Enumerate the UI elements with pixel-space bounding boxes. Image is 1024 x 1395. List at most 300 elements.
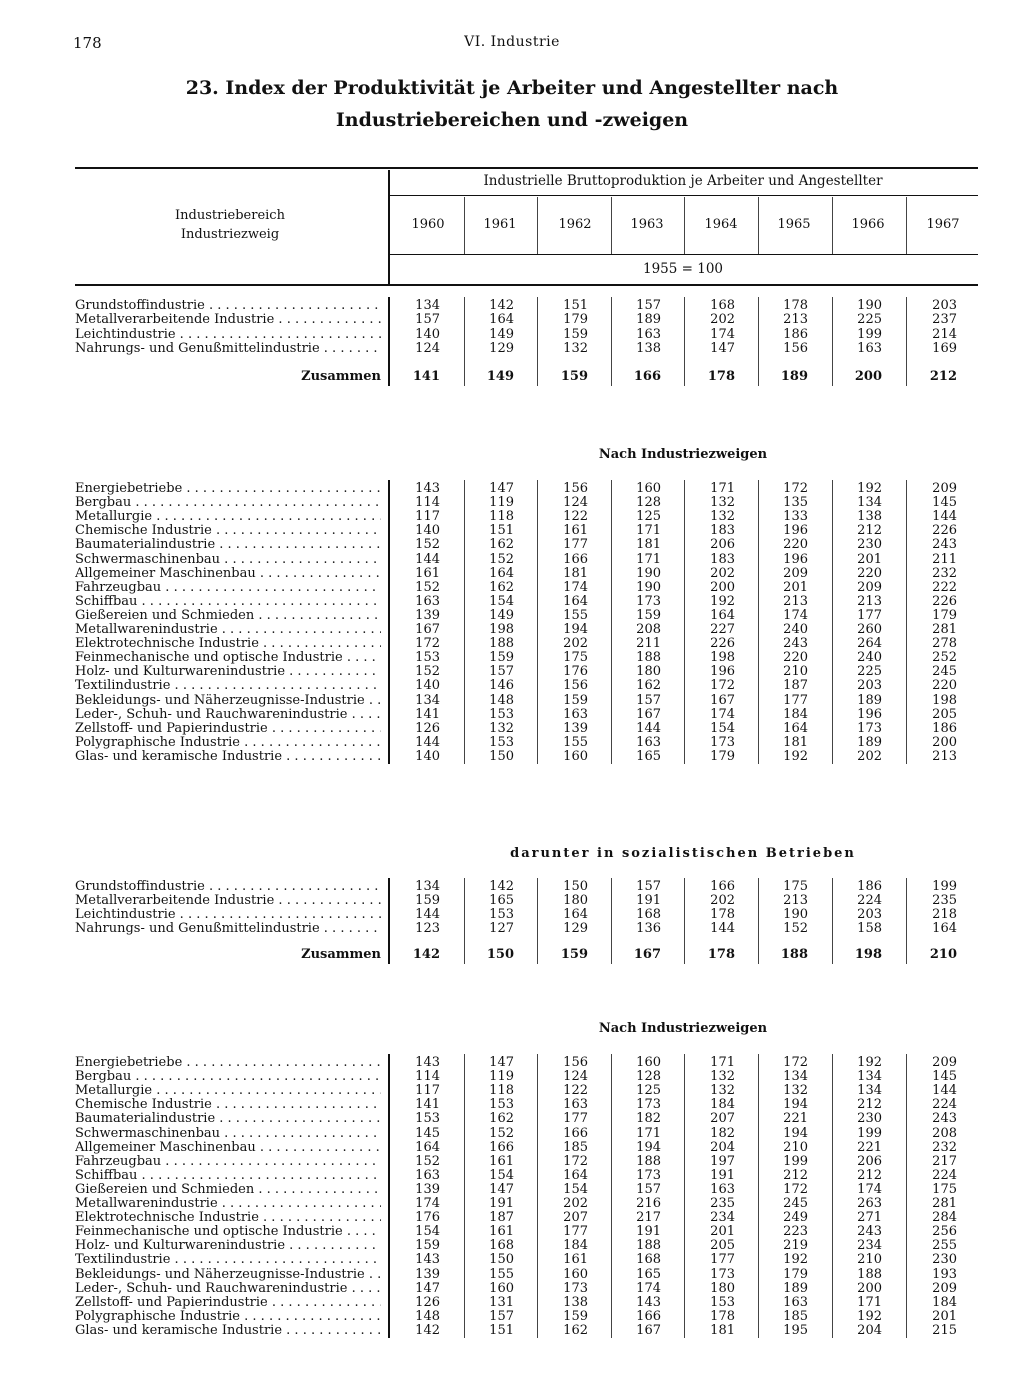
index-value: 138 bbox=[636, 340, 661, 356]
index-value: 163 bbox=[783, 1294, 808, 1310]
index-value: 171 bbox=[636, 1125, 661, 1141]
stub-rule bbox=[388, 1054, 390, 1338]
index-value: 205 bbox=[710, 1238, 735, 1254]
index-value: 167 bbox=[710, 692, 735, 708]
index-value: 144 bbox=[415, 551, 440, 567]
index-value: 139 bbox=[415, 607, 440, 623]
index-value: 213 bbox=[857, 593, 882, 609]
table-row bbox=[0, 894, 1024, 908]
row-label: Polygraphische Industrie . . . bbox=[75, 736, 381, 750]
row-label: Allgemeiner Maschinenbau . . . bbox=[75, 567, 381, 581]
index-value: 152 bbox=[489, 551, 514, 567]
index-value: 161 bbox=[415, 565, 440, 581]
table-row bbox=[0, 1155, 1024, 1169]
index-value: 148 bbox=[489, 692, 514, 708]
index-value: 134 bbox=[857, 495, 882, 511]
index-value: 209 bbox=[857, 579, 882, 595]
total-value: 149 bbox=[486, 369, 514, 384]
index-value: 145 bbox=[932, 495, 957, 511]
index-value: 175 bbox=[563, 650, 588, 666]
row-label: Glas- und keramische Industrie . . . bbox=[75, 1324, 381, 1338]
index-value: 171 bbox=[636, 523, 661, 539]
index-value: 163 bbox=[415, 1167, 440, 1183]
index-value: 163 bbox=[563, 1097, 588, 1113]
index-value: 209 bbox=[932, 481, 957, 496]
index-value: 144 bbox=[932, 509, 957, 525]
table-row bbox=[0, 1211, 1024, 1225]
index-value: 190 bbox=[636, 579, 661, 595]
row-label: Gießereien und Schmieden . . . bbox=[75, 609, 381, 623]
index-value: 144 bbox=[710, 921, 735, 936]
index-value: 220 bbox=[857, 565, 882, 581]
index-value: 200 bbox=[932, 734, 957, 750]
row-label: Bergbau . . . bbox=[75, 496, 381, 510]
index-value: 184 bbox=[932, 1294, 957, 1310]
index-value: 166 bbox=[563, 551, 588, 567]
index-value: 278 bbox=[932, 636, 957, 652]
index-value: 190 bbox=[636, 565, 661, 581]
row-label: Glas- und keramische Industrie . . . bbox=[75, 750, 381, 764]
total-value: 150 bbox=[486, 947, 514, 962]
column-separator bbox=[537, 297, 538, 386]
index-value: 118 bbox=[489, 509, 514, 525]
row-label: Elektrotechnische Industrie . . . bbox=[75, 1211, 381, 1225]
index-value: 157 bbox=[489, 664, 514, 680]
row-label: Schiffbau . . . bbox=[75, 595, 381, 609]
table-row bbox=[0, 736, 1024, 750]
index-value: 124 bbox=[563, 495, 588, 511]
index-value: 166 bbox=[636, 1308, 661, 1324]
total-row bbox=[0, 948, 1024, 962]
index-value: 144 bbox=[636, 720, 661, 736]
index-value: 160 bbox=[563, 1266, 588, 1282]
index-value: 161 bbox=[489, 1224, 514, 1240]
row-label: Holz- und Kulturwarenindustrie . . . bbox=[75, 665, 381, 679]
row-label: Bekleidungs- und Näherzeugnisse-Industrie . . . bbox=[75, 694, 381, 708]
index-value: 141 bbox=[415, 1097, 440, 1113]
index-value: 153 bbox=[710, 1294, 735, 1310]
column-separator bbox=[758, 878, 759, 964]
column-separator bbox=[906, 297, 907, 386]
index-value: 177 bbox=[783, 692, 808, 708]
index-value: 226 bbox=[932, 523, 957, 539]
index-value: 114 bbox=[415, 495, 440, 511]
index-value: 153 bbox=[415, 1111, 440, 1127]
index-value: 157 bbox=[415, 312, 440, 328]
index-value: 162 bbox=[489, 1111, 514, 1127]
row-label: Metallverarbeitende Industrie . . . bbox=[75, 894, 381, 908]
row-label: Schwermaschinenbau . . . bbox=[75, 1127, 381, 1141]
header-label-industriebereich: Industriebereich bbox=[175, 208, 285, 223]
index-value: 169 bbox=[932, 340, 957, 356]
header-top-label: Industrielle Bruttoproduktion je Arbeiter und Angestellter bbox=[483, 173, 883, 189]
total-value: 189 bbox=[780, 369, 808, 384]
index-value: 144 bbox=[415, 907, 440, 922]
index-value: 157 bbox=[636, 298, 661, 313]
column-separator bbox=[684, 480, 685, 764]
column-separator bbox=[611, 197, 612, 254]
index-value: 235 bbox=[710, 1196, 735, 1211]
index-value: 209 bbox=[783, 565, 808, 581]
index-value: 224 bbox=[932, 1167, 957, 1183]
index-value: 172 bbox=[783, 481, 808, 496]
total-value: 166 bbox=[633, 369, 661, 384]
index-value: 155 bbox=[489, 1266, 514, 1282]
table-row bbox=[0, 665, 1024, 679]
index-value: 136 bbox=[636, 921, 661, 936]
index-value: 284 bbox=[932, 1210, 957, 1226]
table-row bbox=[0, 1282, 1024, 1296]
chapter-heading: VI. Industrie bbox=[464, 34, 560, 50]
table-row bbox=[0, 880, 1024, 894]
row-label: Grundstoffindustrie . . . bbox=[75, 880, 381, 894]
index-value: 176 bbox=[563, 664, 588, 680]
index-value: 201 bbox=[710, 1224, 735, 1240]
index-value: 118 bbox=[489, 1083, 514, 1099]
stub-rule bbox=[388, 878, 390, 964]
total-value: 212 bbox=[929, 369, 957, 384]
row-label: Bergbau . . . bbox=[75, 1070, 381, 1084]
column-separator bbox=[906, 1054, 907, 1338]
index-value: 172 bbox=[563, 1153, 588, 1169]
index-value: 165 bbox=[489, 893, 514, 908]
index-value: 210 bbox=[857, 1252, 882, 1268]
index-value: 117 bbox=[415, 1083, 440, 1099]
index-value: 180 bbox=[563, 893, 588, 908]
index-value: 181 bbox=[710, 1322, 735, 1338]
index-value: 178 bbox=[710, 907, 735, 922]
row-label: Bekleidungs- und Näherzeugnisse-Industrie . . . bbox=[75, 1268, 381, 1282]
index-value: 260 bbox=[857, 622, 882, 637]
index-value: 191 bbox=[489, 1196, 514, 1211]
index-value: 194 bbox=[783, 1097, 808, 1113]
index-value: 183 bbox=[710, 523, 735, 539]
index-value: 124 bbox=[563, 1069, 588, 1085]
column-separator bbox=[758, 297, 759, 386]
index-value: 180 bbox=[710, 1280, 735, 1296]
index-value: 232 bbox=[932, 565, 957, 581]
row-label: Schiffbau . . . bbox=[75, 1169, 381, 1183]
index-value: 147 bbox=[415, 1280, 440, 1296]
index-value: 181 bbox=[783, 734, 808, 750]
index-value: 159 bbox=[563, 326, 588, 342]
total-row bbox=[0, 370, 1024, 384]
header-subrule-base bbox=[390, 254, 978, 255]
index-value: 235 bbox=[932, 893, 957, 908]
index-value: 237 bbox=[932, 312, 957, 328]
index-value: 179 bbox=[563, 312, 588, 328]
index-value: 159 bbox=[636, 607, 661, 623]
index-value: 186 bbox=[783, 326, 808, 342]
column-separator bbox=[464, 197, 465, 254]
stub-rule bbox=[388, 170, 390, 284]
year-header: 1967 bbox=[926, 217, 960, 232]
index-value: 197 bbox=[710, 1153, 735, 1169]
index-value: 194 bbox=[563, 622, 588, 637]
index-value: 232 bbox=[932, 1139, 957, 1155]
index-value: 174 bbox=[636, 1280, 661, 1296]
year-header: 1962 bbox=[558, 217, 592, 232]
index-value: 183 bbox=[710, 551, 735, 567]
index-value: 160 bbox=[489, 1280, 514, 1296]
index-value: 145 bbox=[415, 1125, 440, 1141]
column-separator bbox=[464, 297, 465, 386]
index-value: 161 bbox=[489, 1153, 514, 1169]
table-row bbox=[0, 908, 1024, 922]
total-value: 178 bbox=[707, 947, 735, 962]
table-row bbox=[0, 1197, 1024, 1211]
index-value: 147 bbox=[489, 481, 514, 496]
header-bottom-rule bbox=[75, 284, 978, 286]
index-value: 177 bbox=[857, 607, 882, 623]
column-separator bbox=[611, 297, 612, 386]
table-row bbox=[0, 1056, 1024, 1070]
index-value: 163 bbox=[710, 1181, 735, 1197]
index-value: 203 bbox=[857, 678, 882, 694]
index-value: 194 bbox=[783, 1125, 808, 1141]
index-value: 162 bbox=[563, 1322, 588, 1338]
index-value: 149 bbox=[489, 326, 514, 342]
total-value: 167 bbox=[633, 947, 661, 962]
index-value: 174 bbox=[415, 1196, 440, 1211]
index-value: 196 bbox=[857, 706, 882, 722]
index-value: 196 bbox=[783, 551, 808, 567]
total-label: Zusammen bbox=[301, 370, 381, 384]
table-row bbox=[0, 581, 1024, 595]
table-row bbox=[0, 708, 1024, 722]
column-separator bbox=[832, 197, 833, 254]
column-separator bbox=[537, 878, 538, 964]
column-separator bbox=[832, 878, 833, 964]
index-value: 213 bbox=[783, 312, 808, 328]
row-label: Fahrzeugbau . . . bbox=[75, 1155, 381, 1169]
index-value: 179 bbox=[932, 607, 957, 623]
row-label: Leichtindustrie . . . bbox=[75, 908, 381, 922]
index-value: 227 bbox=[710, 622, 735, 637]
index-value: 184 bbox=[563, 1238, 588, 1254]
index-value: 164 bbox=[710, 607, 735, 623]
index-value: 152 bbox=[415, 537, 440, 553]
table-row bbox=[0, 722, 1024, 736]
index-value: 199 bbox=[857, 326, 882, 342]
table-row bbox=[0, 1169, 1024, 1183]
index-value: 123 bbox=[415, 921, 440, 936]
table-row bbox=[0, 694, 1024, 708]
year-header: 1965 bbox=[777, 217, 811, 232]
index-value: 162 bbox=[636, 678, 661, 694]
index-value: 164 bbox=[489, 565, 514, 581]
index-value: 163 bbox=[563, 706, 588, 722]
index-value: 191 bbox=[710, 1167, 735, 1183]
index-value: 212 bbox=[857, 523, 882, 539]
index-value: 192 bbox=[783, 748, 808, 764]
stub-rule bbox=[388, 480, 390, 764]
index-value: 142 bbox=[489, 298, 514, 313]
index-value: 192 bbox=[857, 1308, 882, 1324]
index-value: 220 bbox=[932, 678, 957, 694]
index-value: 171 bbox=[857, 1294, 882, 1310]
index-value: 224 bbox=[857, 893, 882, 908]
index-value: 139 bbox=[563, 720, 588, 736]
table-row bbox=[0, 623, 1024, 637]
index-value: 150 bbox=[489, 1252, 514, 1268]
table-row bbox=[0, 553, 1024, 567]
index-value: 140 bbox=[415, 523, 440, 539]
index-value: 132 bbox=[563, 340, 588, 356]
index-value: 206 bbox=[710, 537, 735, 553]
index-value: 161 bbox=[563, 523, 588, 539]
index-value: 151 bbox=[489, 523, 514, 539]
index-value: 181 bbox=[563, 565, 588, 581]
total-value: 141 bbox=[412, 369, 440, 384]
table-row bbox=[0, 1239, 1024, 1253]
year-header: 1960 bbox=[411, 217, 445, 232]
index-value: 199 bbox=[783, 1153, 808, 1169]
index-value: 160 bbox=[636, 1055, 661, 1070]
total-value: 210 bbox=[929, 947, 957, 962]
index-value: 201 bbox=[932, 1308, 957, 1324]
index-value: 196 bbox=[783, 523, 808, 539]
index-value: 175 bbox=[932, 1181, 957, 1197]
index-value: 209 bbox=[932, 1280, 957, 1296]
index-value: 131 bbox=[489, 1294, 514, 1310]
index-value: 192 bbox=[710, 593, 735, 609]
index-value: 172 bbox=[415, 636, 440, 652]
index-value: 153 bbox=[489, 1097, 514, 1113]
header-base-year: 1955 = 100 bbox=[642, 261, 724, 277]
index-value: 224 bbox=[932, 1097, 957, 1113]
index-value: 126 bbox=[415, 720, 440, 736]
index-value: 146 bbox=[489, 678, 514, 694]
index-value: 152 bbox=[415, 579, 440, 595]
table-row bbox=[0, 482, 1024, 496]
index-value: 192 bbox=[783, 1252, 808, 1268]
index-value: 215 bbox=[932, 1322, 957, 1338]
index-value: 134 bbox=[415, 879, 440, 894]
index-value: 132 bbox=[710, 1069, 735, 1085]
index-value: 163 bbox=[857, 340, 882, 356]
index-value: 140 bbox=[415, 748, 440, 764]
index-value: 157 bbox=[636, 1181, 661, 1197]
row-label: Leder-, Schuh- und Rauchwarenindustrie . . . bbox=[75, 708, 381, 722]
index-value: 165 bbox=[636, 1266, 661, 1282]
column-separator bbox=[906, 480, 907, 764]
index-value: 252 bbox=[932, 650, 957, 666]
index-value: 173 bbox=[563, 1280, 588, 1296]
index-value: 213 bbox=[932, 748, 957, 764]
index-value: 132 bbox=[783, 1083, 808, 1099]
table-row bbox=[0, 1225, 1024, 1239]
index-value: 171 bbox=[710, 1055, 735, 1070]
index-value: 119 bbox=[489, 1069, 514, 1085]
index-value: 189 bbox=[636, 312, 661, 328]
index-value: 122 bbox=[563, 1083, 588, 1099]
index-value: 153 bbox=[415, 650, 440, 666]
index-value: 173 bbox=[636, 1167, 661, 1183]
index-value: 196 bbox=[710, 664, 735, 680]
row-label: Gießereien und Schmieden . . . bbox=[75, 1183, 381, 1197]
index-value: 240 bbox=[783, 622, 808, 637]
index-value: 163 bbox=[636, 734, 661, 750]
header-label-industriezweig: Industriezweig bbox=[180, 227, 280, 242]
index-value: 281 bbox=[932, 1196, 957, 1211]
index-value: 200 bbox=[710, 579, 735, 595]
index-value: 187 bbox=[783, 678, 808, 694]
index-value: 153 bbox=[489, 907, 514, 922]
table-row bbox=[0, 1098, 1024, 1112]
index-value: 226 bbox=[710, 636, 735, 652]
table-row bbox=[0, 1268, 1024, 1282]
table-row bbox=[0, 679, 1024, 693]
index-value: 226 bbox=[932, 593, 957, 609]
index-value: 210 bbox=[783, 1139, 808, 1155]
table-row bbox=[0, 342, 1024, 356]
index-value: 166 bbox=[489, 1139, 514, 1155]
table-row bbox=[0, 538, 1024, 552]
index-value: 223 bbox=[783, 1224, 808, 1240]
column-separator bbox=[906, 878, 907, 964]
index-value: 162 bbox=[489, 579, 514, 595]
row-label: Leder-, Schuh- und Rauchwarenindustrie . . . bbox=[75, 1282, 381, 1296]
index-value: 186 bbox=[932, 720, 957, 736]
column-separator bbox=[611, 480, 612, 764]
index-value: 151 bbox=[489, 1322, 514, 1338]
index-value: 156 bbox=[563, 678, 588, 694]
index-value: 140 bbox=[415, 678, 440, 694]
index-value: 151 bbox=[563, 298, 588, 313]
index-value: 202 bbox=[563, 636, 588, 652]
index-value: 159 bbox=[415, 1238, 440, 1254]
index-value: 159 bbox=[415, 893, 440, 908]
index-value: 117 bbox=[415, 509, 440, 525]
table-row bbox=[0, 1183, 1024, 1197]
index-value: 158 bbox=[857, 921, 882, 936]
row-label: Leichtindustrie . . . bbox=[75, 328, 381, 342]
index-value: 148 bbox=[415, 1308, 440, 1324]
section-title: Nach Industriezweigen bbox=[598, 447, 768, 462]
index-value: 152 bbox=[415, 664, 440, 680]
index-value: 190 bbox=[857, 298, 882, 313]
index-value: 181 bbox=[636, 537, 661, 553]
index-value: 163 bbox=[415, 593, 440, 609]
column-separator bbox=[464, 878, 465, 964]
index-value: 152 bbox=[489, 1125, 514, 1141]
index-value: 220 bbox=[783, 650, 808, 666]
index-value: 142 bbox=[489, 879, 514, 894]
index-value: 255 bbox=[932, 1238, 957, 1254]
index-value: 167 bbox=[636, 706, 661, 722]
row-label: Polygraphische Industrie . . . bbox=[75, 1310, 381, 1324]
index-value: 217 bbox=[636, 1210, 661, 1226]
index-value: 191 bbox=[636, 1224, 661, 1240]
index-value: 143 bbox=[636, 1294, 661, 1310]
index-value: 202 bbox=[710, 893, 735, 908]
index-value: 264 bbox=[857, 636, 882, 652]
index-value: 216 bbox=[636, 1196, 661, 1211]
column-separator bbox=[537, 197, 538, 254]
index-value: 138 bbox=[857, 509, 882, 525]
index-value: 221 bbox=[783, 1111, 808, 1127]
index-value: 149 bbox=[489, 607, 514, 623]
index-value: 141 bbox=[415, 706, 440, 722]
index-value: 165 bbox=[636, 748, 661, 764]
index-value: 213 bbox=[783, 893, 808, 908]
table-row bbox=[0, 299, 1024, 313]
row-label: Nahrungs- und Genußmittelindustrie . . . bbox=[75, 922, 381, 936]
section-title: Nach Industriezweigen bbox=[598, 1021, 768, 1036]
row-label: Feinmechanische und optische Industrie . . . bbox=[75, 1225, 381, 1239]
index-value: 189 bbox=[857, 734, 882, 750]
